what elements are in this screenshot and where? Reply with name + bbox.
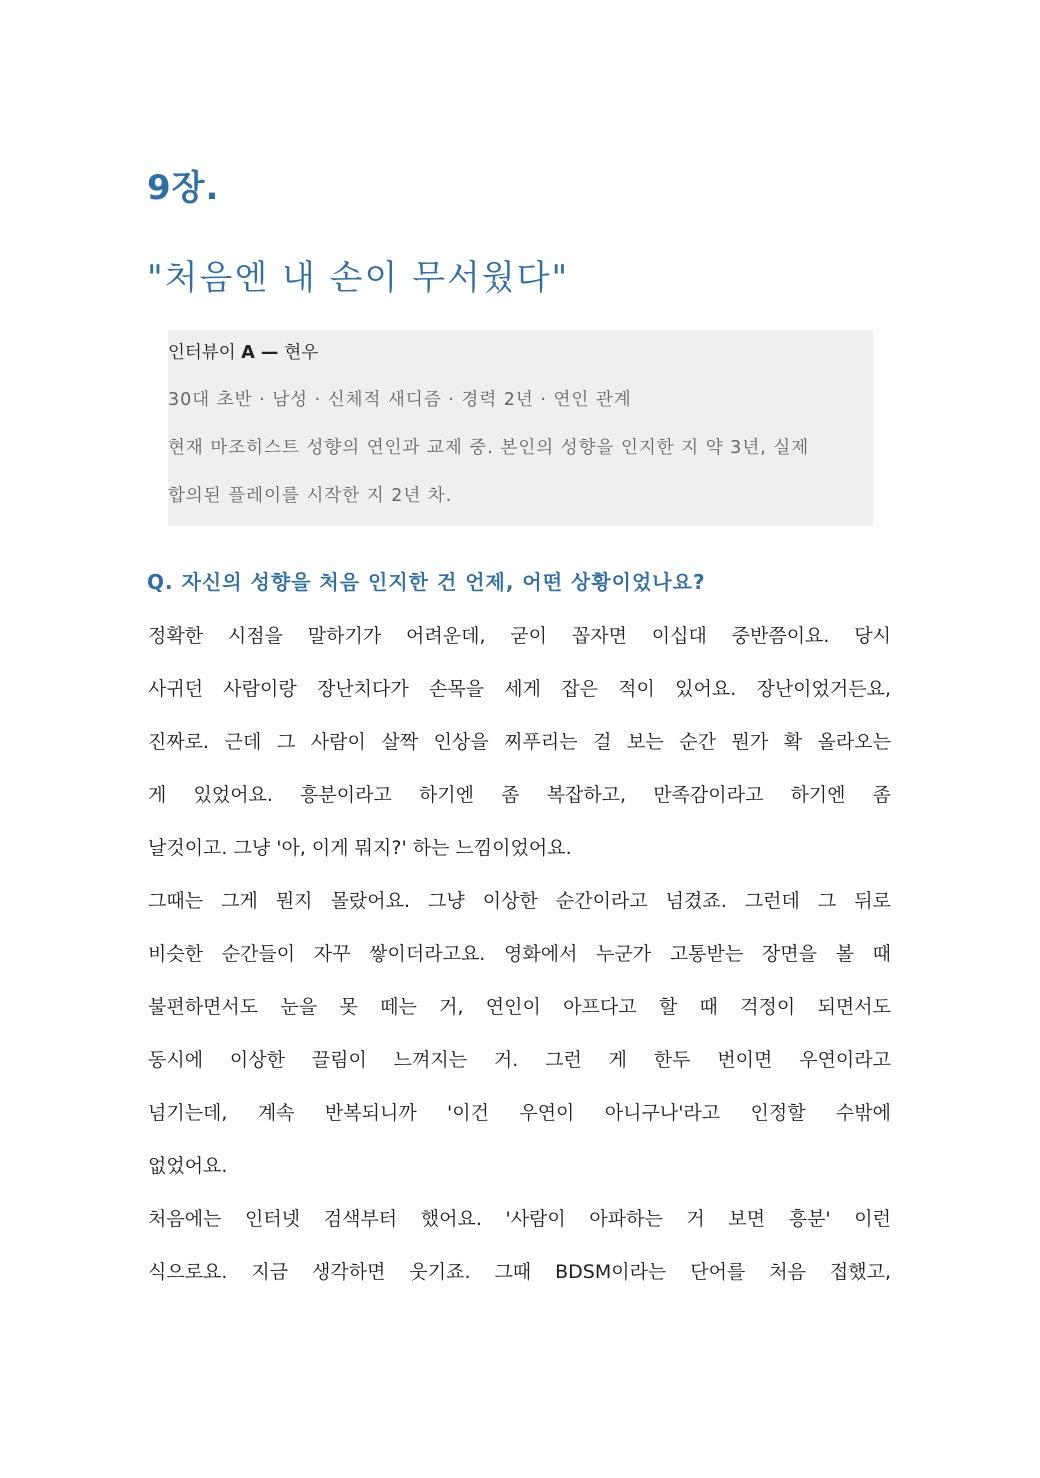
interviewee-name-line [168, 339, 318, 364]
question-text: 자신의 성향을 처음 인지한 건 언제, 어떤 상황이었나요? [173, 570, 706, 594]
answer-line: 게 있었어요. 흥분이라고 하기엔 좀 복잡하고, 만족감이라고 하기엔 좀 [148, 784, 891, 806]
question-prefix: Q. [147, 570, 174, 594]
interviewee-name: 현우 [284, 343, 319, 363]
answer-line: 넘기는데, 계속 반복되니까 '이건 우연이 아니구나'라고 인정할 수밖에 [148, 1102, 891, 1124]
answer-line: 처음에는 인터넷 검색부터 했어요. '사람이 아파하는 거 보면 흥분' 이런 [148, 1208, 891, 1230]
chapter-title: "처음엔 내 손이 무서웠다" [147, 258, 570, 298]
answer-line: 비슷한 순간들이 자꾸 쌓이더라고요. 영화에서 누군가 고통받는 장면을 볼 때 [148, 943, 891, 965]
interview-question [147, 566, 706, 595]
answer-line: 사귀던 사람이랑 장난치다가 손목을 세게 잡은 적이 있어요. 장난이었거든요, [148, 678, 891, 700]
interviewee-description-line-2: 합의된 플레이를 시작한 지 2년 차. [168, 486, 453, 506]
answer-line: 없었어요. [148, 1155, 228, 1177]
interviewee-label: 인터뷰이 [168, 343, 242, 363]
answer-line: 동시에 이상한 끌림이 느껴지는 거. 그런 게 한두 번이면 우연이라고 [148, 1049, 891, 1071]
answer-line: 날것이고. 그냥 '아, 이게 뭐지?' 하는 느낌이었어요. [148, 837, 572, 859]
chapter-heading: 9장. [147, 168, 220, 208]
answer-line: 그때는 그게 뭔지 몰랐어요. 그냥 이상한 순간이라고 넘겼죠. 그런데 그 뒤로 [148, 890, 891, 912]
interviewee-info-box [168, 330, 873, 526]
answer-line: 진짜로. 근데 그 사람이 살짝 인상을 찌푸리는 걸 보는 순간 뭔가 확 올라오는 [148, 731, 891, 753]
interviewee-meta: 30대 초반 · 남성 · 신체적 새디즘 · 경력 2년 · 연인 관계 [168, 390, 632, 410]
interviewee-description-line-1: 현재 마조히스트 성향의 연인과 교제 중. 본인의 성향을 인지한 지 약 3년, 실제 [168, 438, 810, 458]
interviewee-id: A — [241, 343, 285, 363]
answer-line: 정확한 시점을 말하기가 어려운데, 굳이 꼽자면 이십대 중반쯤이요. 당시 [148, 625, 891, 647]
answer-line: 식으로요. 지금 생각하면 웃기죠. 그때 BDSM이라는 단어를 처음 접했고, [148, 1261, 891, 1283]
answer-line: 불편하면서도 눈을 못 떼는 거, 연인이 아프다고 할 때 걱정이 되면서도 [148, 996, 891, 1018]
